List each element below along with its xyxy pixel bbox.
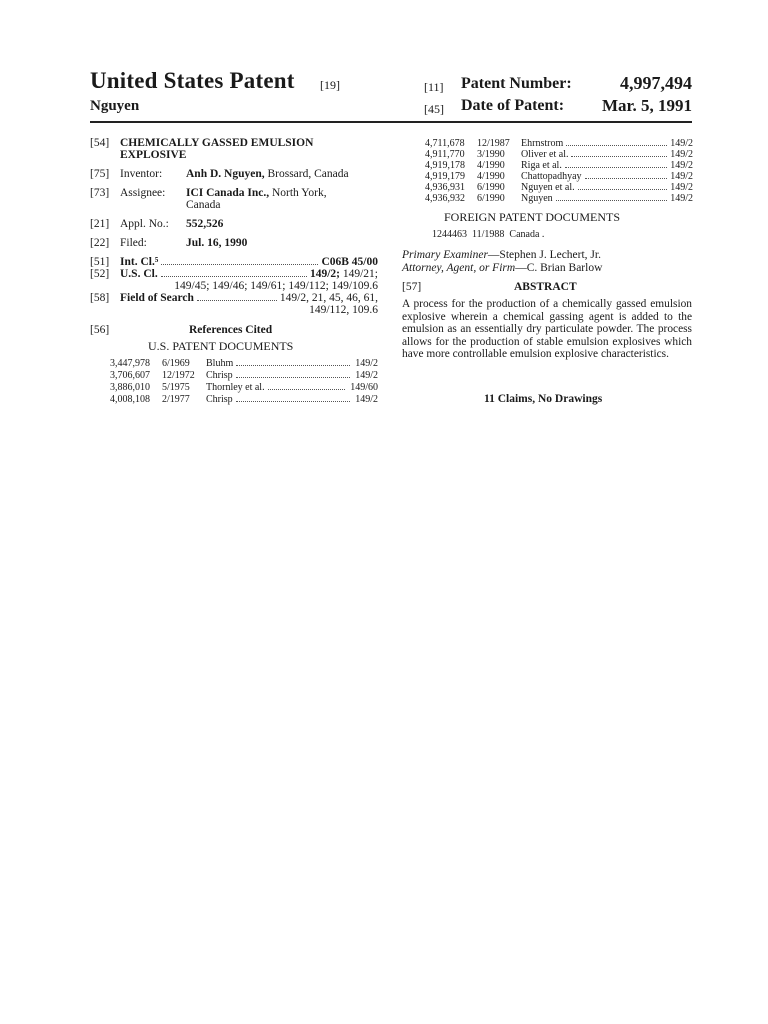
doc-name: Bluhm bbox=[206, 358, 234, 369]
doc-name-cell bbox=[521, 182, 693, 193]
inventor-label: Inventor: bbox=[120, 168, 163, 180]
table-row bbox=[425, 182, 693, 193]
appl-number: 552,526 bbox=[186, 218, 224, 230]
table-row bbox=[110, 394, 378, 405]
assignee-field-code: [73] bbox=[90, 187, 110, 199]
dot-leader bbox=[161, 276, 307, 277]
doc-number: 4,911,770 bbox=[425, 149, 465, 160]
us-patent-docs-heading: U.S. PATENT DOCUMENTS bbox=[148, 339, 294, 353]
assignee-name: ICI Canada Inc., bbox=[186, 187, 270, 199]
abstract-code: [57] bbox=[402, 281, 422, 293]
doc-name-cell bbox=[206, 358, 378, 369]
doc-date: 6/1969 bbox=[162, 358, 190, 369]
title-field-code: [54] bbox=[90, 137, 110, 149]
doc-date: 6/1990 bbox=[477, 182, 505, 193]
doc-class: 149/2 bbox=[670, 171, 693, 182]
dot-leader bbox=[566, 145, 667, 146]
doc-class: 149/2 bbox=[670, 149, 693, 160]
attorney-name: —C. Brian Barlow bbox=[515, 262, 603, 274]
dot-leader bbox=[236, 377, 351, 378]
primary-examiner-name: —Stephen J. Lechert, Jr. bbox=[487, 249, 601, 261]
doc-name: Nguyen bbox=[521, 193, 553, 204]
dot-leader bbox=[578, 189, 668, 190]
header-rule bbox=[90, 121, 692, 123]
doc-name-cell bbox=[206, 382, 378, 393]
appl-label: Appl. No.: bbox=[120, 218, 169, 230]
doc-date: 4/1990 bbox=[477, 160, 505, 171]
doc-number: 4,919,179 bbox=[425, 171, 465, 182]
claims-summary: 11 Claims, No Drawings bbox=[484, 393, 603, 405]
dot-leader bbox=[565, 167, 667, 168]
dot-leader bbox=[585, 178, 668, 179]
date-label: Date of Patent: bbox=[461, 97, 565, 114]
inventor-place: Brossard, Canada bbox=[264, 168, 349, 180]
doc-date: 5/1975 bbox=[162, 382, 190, 393]
fos-value: 149/2, 21, 45, 46, 61, bbox=[279, 292, 378, 304]
fos-line2: 149/112, 109.6 bbox=[309, 304, 378, 316]
doc-name: Chrisp bbox=[206, 370, 233, 381]
doc-number: 3,706,607 bbox=[110, 370, 150, 381]
doc-date: 4/1990 bbox=[477, 171, 505, 182]
doc-class: 149/2 bbox=[670, 138, 693, 149]
doc-name-cell bbox=[521, 193, 693, 204]
invention-title-line2: EXPLOSIVE bbox=[120, 149, 187, 161]
doc-date: 3/1990 bbox=[477, 149, 505, 160]
doc-name: Thornley et al. bbox=[206, 382, 265, 393]
filed-label: Filed: bbox=[120, 237, 147, 249]
doc-date: 2/1977 bbox=[162, 394, 190, 405]
fos-field-code: [58] bbox=[90, 292, 110, 304]
doc-date: 6/1990 bbox=[477, 193, 505, 204]
primary-examiner-label: Primary Examiner bbox=[402, 249, 488, 261]
attorney-label: Attorney, Agent, or Firm bbox=[402, 262, 516, 274]
dot-leader bbox=[161, 264, 318, 265]
filed-date: Jul. 16, 1990 bbox=[186, 237, 248, 249]
doc-date: 12/1972 bbox=[162, 370, 195, 381]
doc-name: Chrisp bbox=[206, 394, 233, 405]
doc-number: 4,936,932 bbox=[425, 193, 465, 204]
table-row bbox=[425, 171, 693, 182]
primary-examiner bbox=[402, 249, 601, 261]
fos-label: Field of Search bbox=[120, 292, 194, 304]
document-title: United States Patent bbox=[90, 68, 295, 93]
dot-leader bbox=[268, 389, 346, 390]
table-row bbox=[425, 160, 693, 171]
patent-number-code: [11] bbox=[424, 80, 444, 94]
inventor-field-code: [75] bbox=[90, 168, 110, 180]
dot-leader bbox=[236, 401, 351, 402]
intcl-value: C06B 45/00 bbox=[321, 256, 378, 268]
doc-name-cell bbox=[206, 370, 378, 381]
doc-class: 149/2 bbox=[670, 160, 693, 171]
appl-field-code: [21] bbox=[90, 218, 110, 230]
doc-name-cell bbox=[521, 149, 693, 160]
abstract-text: A process for the production of a chemically gassed emulsion explosive wherein a chemical gassing agent is added to the emulsion as an essentially dry particulate powder. The process allows for the production of stable emulsion explosives which have more controllable emulsion explosive characteristics. bbox=[402, 298, 692, 360]
title-code: [19] bbox=[320, 78, 340, 92]
doc-class: 149/2 bbox=[670, 193, 693, 204]
attorney bbox=[402, 262, 602, 274]
table-row bbox=[110, 370, 378, 381]
doc-name-cell bbox=[521, 160, 693, 171]
uscl-value-rest: 149/21; bbox=[339, 268, 378, 280]
doc-date: 12/1987 bbox=[477, 138, 510, 149]
doc-number: 3,447,978 bbox=[110, 358, 150, 369]
intcl-label: Int. Cl.⁵ bbox=[120, 256, 159, 268]
doc-class: 149/60 bbox=[350, 382, 378, 393]
doc-name-cell bbox=[521, 138, 693, 149]
foreign-docs-heading: FOREIGN PATENT DOCUMENTS bbox=[444, 210, 621, 224]
doc-class: 149/2 bbox=[670, 182, 693, 193]
doc-name: Oliver et al. bbox=[521, 149, 569, 160]
doc-number: 4,936,931 bbox=[425, 182, 465, 193]
dot-leader bbox=[197, 300, 277, 301]
doc-name: Ehrnstrom bbox=[521, 138, 564, 149]
doc-name-cell bbox=[521, 171, 693, 182]
assignee-country: Canada bbox=[186, 199, 221, 211]
inventor-name: Anh D. Nguyen, bbox=[186, 168, 265, 180]
doc-number: 4,919,178 bbox=[425, 160, 465, 171]
date-of-patent: Mar. 5, 1991 bbox=[601, 96, 692, 115]
doc-name: Riga et al. bbox=[521, 160, 562, 171]
dot-leader bbox=[236, 365, 350, 366]
table-row bbox=[110, 382, 378, 393]
table-row bbox=[425, 149, 693, 160]
dot-leader bbox=[556, 200, 668, 201]
uscl-field-code: [52] bbox=[90, 268, 110, 280]
abstract-heading: ABSTRACT bbox=[514, 281, 577, 293]
foreign-doc-row: 1244463 11/1988 Canada . bbox=[432, 229, 545, 240]
table-row bbox=[110, 358, 378, 369]
doc-number: 4,711,678 bbox=[425, 138, 465, 149]
assignee-label: Assignee: bbox=[120, 187, 166, 199]
uscl-label: U.S. Cl. bbox=[120, 268, 158, 280]
assignee-place: North York, bbox=[269, 187, 327, 199]
doc-number: 4,008,108 bbox=[110, 394, 150, 405]
doc-name-cell bbox=[206, 394, 378, 405]
date-code: [45] bbox=[424, 102, 444, 116]
inventor-surname: Nguyen bbox=[90, 98, 140, 114]
invention-title-line1: CHEMICALLY GASSED EMULSION bbox=[120, 137, 314, 149]
doc-class: 149/2 bbox=[355, 358, 378, 369]
doc-name: Nguyen et al. bbox=[521, 182, 575, 193]
dot-leader bbox=[571, 156, 667, 157]
patent-number: 4,997,494 bbox=[620, 73, 692, 93]
uscl-line2: 149/45; 149/46; 149/61; 149/112; 149/109.6 bbox=[174, 280, 378, 292]
intcl-field-code: [51] bbox=[90, 256, 110, 268]
patent-number-label: Patent Number: bbox=[461, 75, 572, 92]
doc-class: 149/2 bbox=[355, 370, 378, 381]
inventor-value bbox=[186, 168, 349, 181]
doc-number: 3,886,010 bbox=[110, 382, 150, 393]
references-field-code: [56] bbox=[90, 324, 110, 336]
filed-field-code: [22] bbox=[90, 237, 110, 249]
table-row bbox=[425, 193, 693, 204]
doc-name: Chattopadhyay bbox=[521, 171, 582, 182]
references-title: References Cited bbox=[189, 324, 273, 336]
table-row bbox=[425, 138, 693, 149]
doc-class: 149/2 bbox=[355, 394, 378, 405]
uscl-value-primary: 149/2; bbox=[309, 268, 340, 280]
